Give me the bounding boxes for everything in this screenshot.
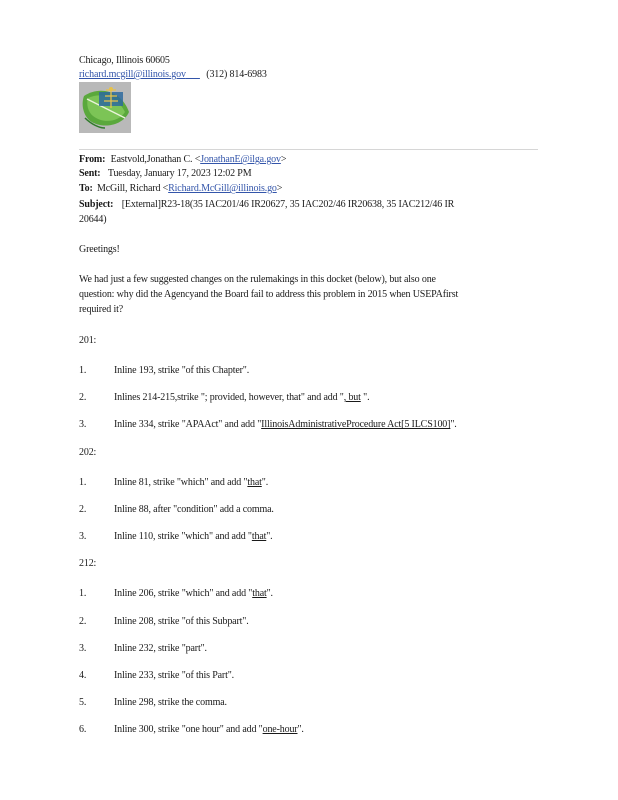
item-text-end: ". <box>266 531 273 542</box>
item-insert-text: that <box>252 588 267 599</box>
from-row <box>79 154 286 166</box>
item-text: Inline 88, after "condition" add a comma. <box>114 504 274 515</box>
subject-line-1: [External]R23-18(35 IAC201/46 IR20627, 35 IAC202/46 IR20638, 35 IAC212/46 IR <box>121 199 455 210</box>
item-insert-text: one-hour <box>262 724 298 735</box>
list-item-number: 2. <box>79 504 87 515</box>
list-item <box>114 670 234 682</box>
item-insert-text: that <box>251 531 267 542</box>
list-item <box>114 531 273 543</box>
list-item <box>114 616 249 628</box>
sent-value: Tuesday, January 17, 2023 12:02 PM <box>107 168 252 179</box>
item-text: Inline 208, strike "of this Subpart". <box>114 616 249 627</box>
list-item-number: 2. <box>79 392 87 403</box>
signature-phone: (312) 814-6983 <box>206 69 267 80</box>
intro-line-3: required it? <box>79 304 124 315</box>
list-item-number: 6. <box>79 724 87 735</box>
list-item <box>114 477 268 489</box>
list-item <box>114 365 249 377</box>
intro-line-2: question: why did the Agencyand the Board fail to address this problem in 2015 when USEPAfirst <box>79 289 459 300</box>
list-item-number: 3. <box>79 531 87 542</box>
item-text: Inline 232, strike "part". <box>114 643 207 654</box>
list-item-number: 1. <box>79 365 87 376</box>
sent-row <box>79 168 251 180</box>
item-insert-text: , but <box>343 392 361 403</box>
from-close: > <box>280 154 287 165</box>
item-text: Inline 300, strike "one hour" and add " <box>114 724 263 735</box>
item-text: Inline 110, strike "which" and add " <box>114 531 252 542</box>
to-name: McGill, Richard < <box>97 183 169 194</box>
item-text: Inline 334, strike "APAAct" and add " <box>114 419 262 430</box>
item-text-end: ". <box>360 392 370 403</box>
list-item-number: 3. <box>79 643 87 654</box>
from-label: From: <box>79 154 106 165</box>
item-text-end: ". <box>261 477 269 488</box>
item-text: Inline 298, strike the comma. <box>114 697 227 708</box>
to-row <box>79 183 282 195</box>
list-item <box>114 588 273 600</box>
sent-label: Sent: <box>79 168 101 179</box>
list-item <box>114 504 274 516</box>
list-item <box>114 697 227 709</box>
from-email-link[interactable]: JonathanE@ilga.gov <box>200 154 281 165</box>
section-heading-212: 212: <box>79 558 97 569</box>
item-text: Inline 233, strike "of this Part". <box>114 670 234 681</box>
item-text: Inline 81, strike "which" and add " <box>114 477 248 488</box>
list-item <box>114 643 207 655</box>
list-item <box>114 724 304 736</box>
intro-line-1: We had just a few suggested changes on the rulemakings in this docket (below), but also one <box>79 274 436 285</box>
to-email-link[interactable]: Richard.McGill@illinois.go <box>168 183 277 194</box>
subject-row <box>79 199 454 211</box>
greeting: Greetings! <box>79 244 120 255</box>
header-divider <box>79 149 538 150</box>
from-name: Eastvold,Jonathan C. < <box>110 154 201 165</box>
item-text: Inlines 214-215,strike "; provided, however, that" and add " <box>114 392 344 403</box>
list-item-number: 1. <box>79 477 87 488</box>
list-item-number: 4. <box>79 670 87 681</box>
item-text-end: ". <box>297 724 304 735</box>
list-item-number: 2. <box>79 616 87 627</box>
section-heading-202: 202: <box>79 447 97 458</box>
illinois-agency-leaf-logo-icon <box>79 82 131 133</box>
item-insert-text: IllinoisAdministrativeProcedure Act[5 ILCS100] <box>261 419 451 430</box>
list-item-number: 1. <box>79 588 87 599</box>
signature-email-tail[interactable] <box>186 69 200 80</box>
item-text-end: ". <box>450 419 457 430</box>
list-item <box>114 419 457 431</box>
item-insert-text: that <box>247 477 262 488</box>
item-text-end: ". <box>266 588 273 599</box>
section-heading-201: 201: <box>79 335 97 346</box>
list-item-number: 5. <box>79 697 87 708</box>
signature-address: Chicago, Illinois 60605 <box>79 55 170 66</box>
to-label: To: <box>79 183 93 194</box>
item-text: Inline 206, strike "which" and add " <box>114 588 253 599</box>
list-item <box>114 392 369 404</box>
signature-contact <box>79 69 267 81</box>
list-item-number: 3. <box>79 419 87 430</box>
signature-email-link[interactable]: richard.mcgill@illinois.gov <box>79 69 186 80</box>
subject-label: Subject: <box>79 199 114 210</box>
to-close: > <box>276 183 283 194</box>
item-text: Inline 193, strike "of this Chapter". <box>114 365 250 376</box>
subject-line-2: 20644) <box>79 214 107 225</box>
